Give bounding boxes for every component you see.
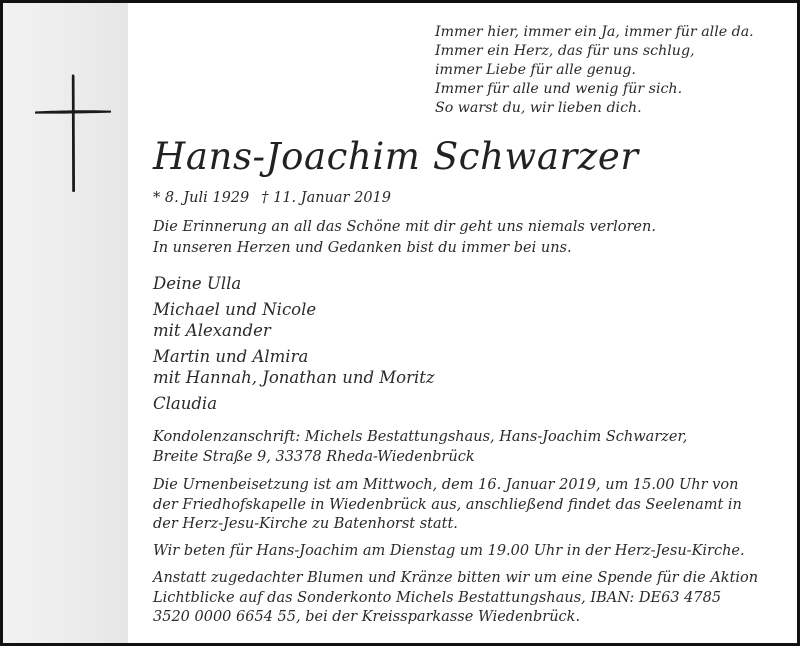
- condolence-address: [153, 428, 687, 467]
- notice-line: Kondolenzanschrift: Michels Bestattungshaus, Hans-Joachim Schwarzer,: [153, 429, 688, 445]
- mourner-line: Martin und Almira: [153, 347, 309, 366]
- poem-line: Immer hier, immer ein Ja, immer für alle da.: [435, 24, 754, 40]
- poem-line: Immer für alle und wenig für sich.: [435, 81, 683, 97]
- life-dates: [153, 188, 391, 208]
- notice-line: der Friedhofskapelle in Wiedenbrück aus, anschließend findet das Seelenamt in: [153, 496, 742, 513]
- mourner-group: [153, 346, 435, 388]
- memory-text: [153, 217, 656, 259]
- mourner-line: mit Hannah, Jonathan und Moritz: [153, 368, 435, 387]
- notice-line: Breite Straße 9, 33378 Rheda-Wiedenbrück: [153, 448, 475, 465]
- mourner-line: mit Alexander: [153, 321, 271, 340]
- notice-line: Lichtblicke auf das Sonderkonto Michels Bestattungshaus, IBAN: DE63 4785: [153, 589, 722, 606]
- memory-line: Die Erinnerung an all das Schöne mit dir geht uns niemals verloren.: [153, 219, 656, 235]
- birth-date: * 8. Juli 1929: [153, 190, 250, 206]
- side-panel: [3, 3, 128, 643]
- poem-line: immer Liebe für alle genug.: [435, 62, 636, 78]
- memory-line: In unseren Herzen und Gedanken bist du immer bei uns.: [153, 240, 572, 256]
- notice-line: Wir beten für Hans-Joachim am Dienstag um 19.00 Uhr in der Herz-Jesu-Kirche.: [153, 543, 745, 559]
- deceased-name: Hans-Joachim Schwarzer: [153, 135, 639, 178]
- notice-line: Anstatt zugedachter Blumen und Kränze bitten wir um eine Spende für die Aktion: [153, 570, 759, 586]
- poem-line: Immer ein Herz, das für uns schlug,: [435, 43, 695, 59]
- notice-line: Die Urnenbeisetzung ist am Mittwoch, dem 16. Januar 2019, um 15.00 Uhr von: [153, 477, 739, 493]
- mourner-line: Michael und Nicole: [153, 300, 317, 319]
- prayer-notice: [153, 542, 745, 562]
- mourner-group: [153, 393, 435, 414]
- mourner-line: Deine Ulla: [153, 274, 242, 293]
- notice-line: der Herz-Jesu-Kirche zu Batenhorst statt.: [153, 516, 458, 532]
- notice-line: 3520 0000 6654 55, bei der Kreissparkasse Wiedenbrück.: [153, 609, 581, 625]
- burial-notice: [153, 476, 742, 535]
- mourners-list: [153, 273, 435, 419]
- death-date: † 11. Januar 2019: [261, 190, 391, 206]
- poem: [435, 23, 785, 118]
- mourner-group: [153, 299, 435, 341]
- poem-line: So warst du, wir lieben dich.: [435, 100, 642, 116]
- mourner-line: Claudia: [153, 394, 218, 413]
- cross-icon: [33, 73, 113, 193]
- donation-notice: [153, 569, 758, 628]
- mourner-group: [153, 273, 435, 294]
